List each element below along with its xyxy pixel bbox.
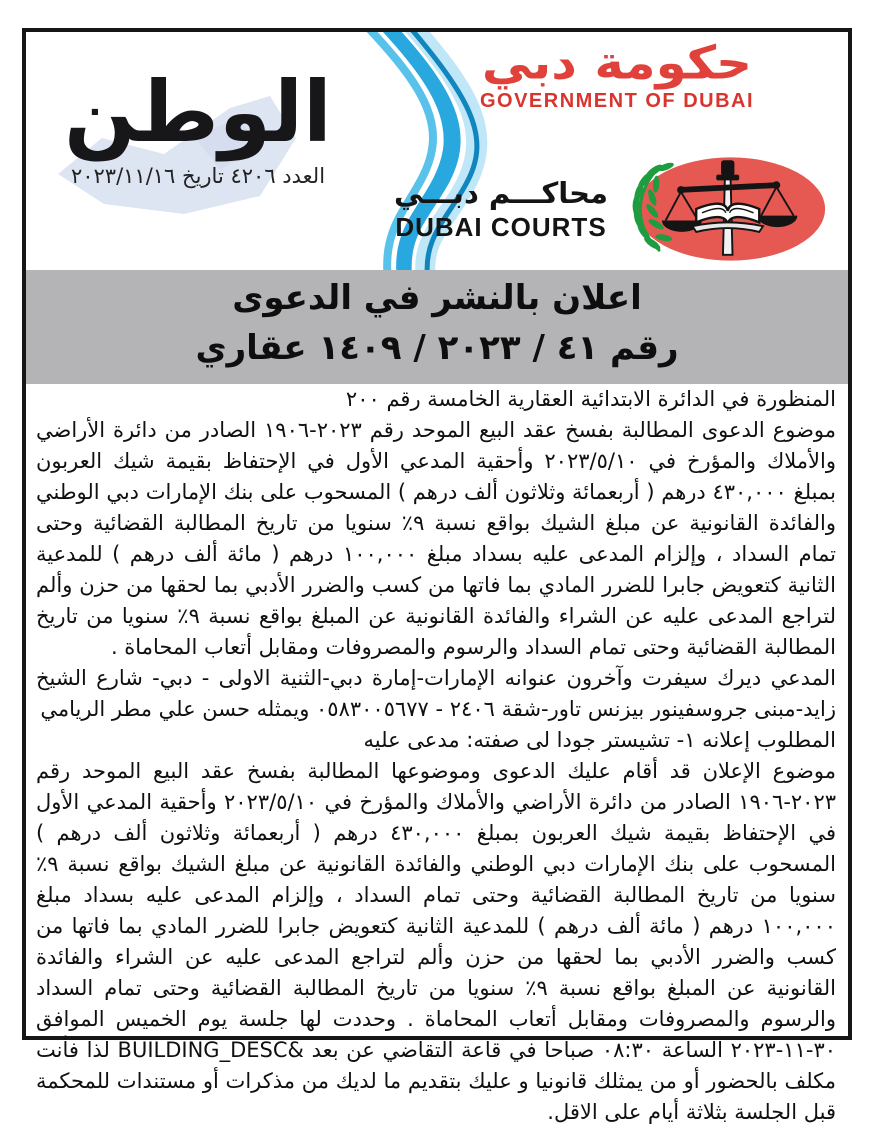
government-of-dubai-block <box>402 38 832 113</box>
body-paragraph-announcement: موضوع الإعلان قد أقام عليك الدعوى وموضوعها المطالبة بفسخ عقد البيع الموحد رقم ٢٠٢٣-١٩٠٦ الصادر من دائرة الأراضي والأملاك والمؤرخ في ٢٠٢٣/٥/١٠ وأحقية المدعي الأول في الإحتفاظ بقيمة شيك العربون بمبلغ ٤٣٠,٠٠٠ درهم ( أربعمائة وثلاثون ألف درهم ) المسحوب على بنك الإمارات دبي الوطني والفائدة القانونية عن مبلغ الشيك بواقع نسبة ٩٪ سنويا من تاريخ المطالبة القضائية وحتى تمام السداد ، وإلزام المدعى عليه بسداد مبلغ ١٠٠,٠٠٠ درهم ( مائة ألف درهم ) للمدعية الثانية كتعويض جابرا للضرر المادي بما فاتها من كسب والضرر الأدبي بما لحقها من حزن وألم لتراجع المدعى عليه عن الشراء والفائدة القانونية عن المبلغ بواقع نسبة ٩٪ سنويا من تاريخ المطالبة القضائية وحتى تمام السداد والرسوم والمصروفات ومقابل أتعاب المحاماة . وحددت لها جلسة يوم الخميس الموافق ٣٠-١١-٢٠٢٣ الساعة ٠٨:٣٠ صباحا في قاعة التقاضي عن بعد &BUILDING_DESC لذا فأنت مكلف بالحضور أو من يمثلك قانونيا و عليك بتقديم ما لديك من مذكرات أو مستندات للمحكمة قبل الجلسة بثلاثة أيام على الاقل. <box>36 759 837 1124</box>
body-paragraph-court-circuit: المنظورة في الدائرة الابتدائية العقارية الخامسة رقم ٢٠٠ <box>345 387 836 411</box>
body-paragraph-plaintiff: المدعي ديرك سيفرت وآخرون عنوانه الإمارات-إمارة دبي-الثنية الاولى - دبي- شارع الشيخ زايد-مبنى جروسفينور بيزنس تاور-شقة ٢٤٠٦ - ٠٥٨٣٠٠٥٦٧٧ ويمثله حسن علي مطر الريامي <box>36 666 836 721</box>
body-paragraph-defendant: المطلوب إعلانه ١- تشيستر جودا لى صفته: مدعى عليه <box>363 728 836 752</box>
dubai-courts-arabic-label: محاكـــم دبـــي <box>393 175 609 210</box>
notice-title-line2: رقم ٤١ / ٢٠٢٣ / ١٤٠٩ عقاري <box>195 328 679 368</box>
dubai-courts-block <box>392 154 832 264</box>
header <box>26 32 848 270</box>
dubai-courts-scales-logo <box>616 154 828 264</box>
dubai-courts-wordmark <box>392 176 610 243</box>
issue-and-date: العدد ٤٢٠٦ تاريخ ٢٠٢٣/١١/١٦ <box>70 164 326 189</box>
dubai-courts-english-label: DUBAI COURTS <box>395 211 607 242</box>
notice-title-band <box>26 270 848 384</box>
body-paragraph-case-subject: موضوع الدعوى المطالبة بفسخ عقد البيع الموحد رقم ٢٠٢٣-١٩٠٦ الصادر من دائرة الأراضي والأملاك والمؤرخ في ٢٠٢٣/٥/١٠ وأحقية المدعي الأول في الإحتفاظ بقيمة شيك العربون بمبلغ ٤٣٠,٠٠٠ درهم ( أربعمائة وثلاثون ألف درهم ) المسحوب على بنك الإمارات دبي الوطني والفائدة القانونية عن مبلغ الشيك بواقع نسبة ٩٪ سنويا من تاريخ المطالبة القضائية وحتى تمام السداد ، وإلزام المدعى عليه بسداد مبلغ ١٠٠,٠٠٠ درهم ( مائة ألف درهم ) للمدعية الثانية كتعويض جابرا للضرر المادي بما فاتها من كسب والضرر الأدبي بما لحقها من حزن وألم لتراجع المدعى عليه عن الشراء والفائدة القانونية عن المبلغ بواقع نسبة ٩٪ سنويا من تاريخ المطالبة القضائية وحتى تمام السداد والرسوم والمصروفات ومقابل أتعاب المحاماة . <box>36 418 836 659</box>
notice-body <box>36 384 837 1124</box>
government-of-dubai-arabic-logo: حكومة دبي <box>481 36 753 90</box>
notice-frame <box>22 28 852 1124</box>
government-of-dubai-english-label: GOVERNMENT OF DUBAI <box>479 90 755 112</box>
newspaper-logo-text: الوطن <box>64 63 332 161</box>
notice-title-line1: اعلان بالنشر في الدعوى <box>232 278 642 318</box>
